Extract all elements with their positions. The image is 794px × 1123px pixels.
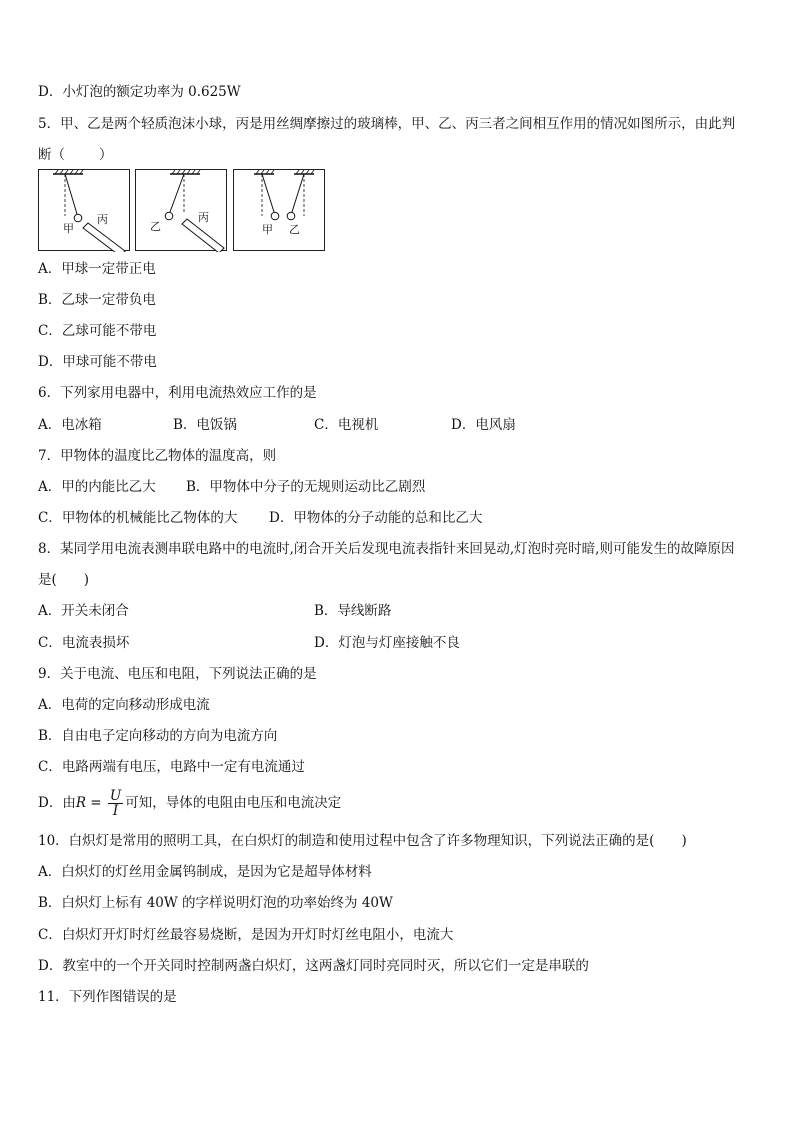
q6-option-d: D．电风扇 [451,417,516,433]
fig2-label-bing: 丙 [198,211,209,224]
q5-option-d: D．甲球可能不带电 [38,354,157,370]
q7-option-b: B．甲物体中分子的无规则运动比乙剧烈 [186,479,426,495]
q5-option-c: C．乙球可能不带电 [38,323,157,339]
q9-option-a: A．电荷的定向移动形成电流 [38,697,210,713]
q10-option-a: A．白炽灯的灯丝用金属钨制成，是因为它是超导体材料 [38,864,372,880]
q10-option-b: B．白炽灯上标有 40W 的字样说明灯泡的功率始终为 40W [38,895,393,911]
q6-option-b: B．电饭锅 [173,417,237,433]
q5-figure-3 [233,169,325,251]
q5-stem-line2: 断（ ） [38,147,113,163]
q11-stem: 11．下列作图错误的是 [38,989,177,1005]
q10-option-d: D．教室中的一个开关同时控制两盏白炽灯，这两盏灯同时亮同时灭，所以它们一定是串联的 [38,958,589,974]
q10-option-c: C．白炽灯开灯时灯丝最容易烧断，是因为开灯时灯丝电阻小，电流大 [38,927,454,943]
q8-option-a: A．开关未闭合 [38,603,129,619]
ohms-law-fraction: $\frac{U}{I}$ [109,788,122,819]
q7-option-c: C．甲物体的机械能比乙物体的大 [38,510,238,526]
q9-option-c: C．电路两端有电压，电路中一定有电流通过 [38,759,305,775]
q8-stem-line2: 是( ) [38,572,90,588]
fig1-label-bing: 丙 [97,213,108,226]
q7-option-a: A．甲的内能比乙大 [38,479,156,495]
q4-option-d: D．小灯泡的额定功率为 0.625W [38,84,241,100]
q5-figure-1 [38,169,130,251]
q7-option-d: D．甲物体的分子动能的总和比乙大 [269,510,483,526]
q8-stem-line1: 8．某同学用电流表测串联电路中的电流时,闭合开关后发现电流表指针来回晃动,灯泡时亮时暗,则可能发生的故障原因 [38,541,735,557]
fig3-label-jia: 甲 [262,223,273,236]
q9-option-d: D．由R = $\frac{U}{I}$ 可知，导体的电阻由电压和电流决定 [38,788,342,819]
q8-option-b: B．导线断路 [314,603,392,619]
q9-stem: 9．关于电流、电压和电阻，下列说法正确的是 [38,666,317,682]
q5-option-b: B．乙球一定带负电 [38,292,156,308]
fig3-label-yi: 乙 [289,223,300,236]
q9-option-b: B．自由电子定向移动的方向为电流方向 [38,728,278,744]
q6-option-a: A．电冰箱 [38,417,102,433]
q7-stem: 7．甲物体的温度比乙物体的温度高，则 [38,448,277,464]
q5-stem-line1: 5．甲、乙是两个轻质泡沫小球，丙是用丝绸摩擦过的玻璃棒，甲、乙、丙三者之间相互作用的情况如图所示，由此判 [38,116,736,132]
q6-option-c: C．电视机 [314,417,379,433]
q5-figure-2 [135,169,227,251]
q6-stem: 6．下列家用电器中，利用电流热效应工作的是 [38,385,317,401]
q8-option-c: C．电流表损坏 [38,635,130,651]
q5-option-a: A．甲球一定带正电 [38,261,156,277]
fig1-label-jia: 甲 [63,222,74,235]
q8-option-d: D．灯泡与灯座接触不良 [314,635,460,651]
q10-stem: 10．白炽灯是常用的照明工具，在白炽灯的制造和使用过程中包含了许多物理知识，下列说法正确的是( ) [38,833,687,849]
fig2-label-yi: 乙 [150,220,161,233]
